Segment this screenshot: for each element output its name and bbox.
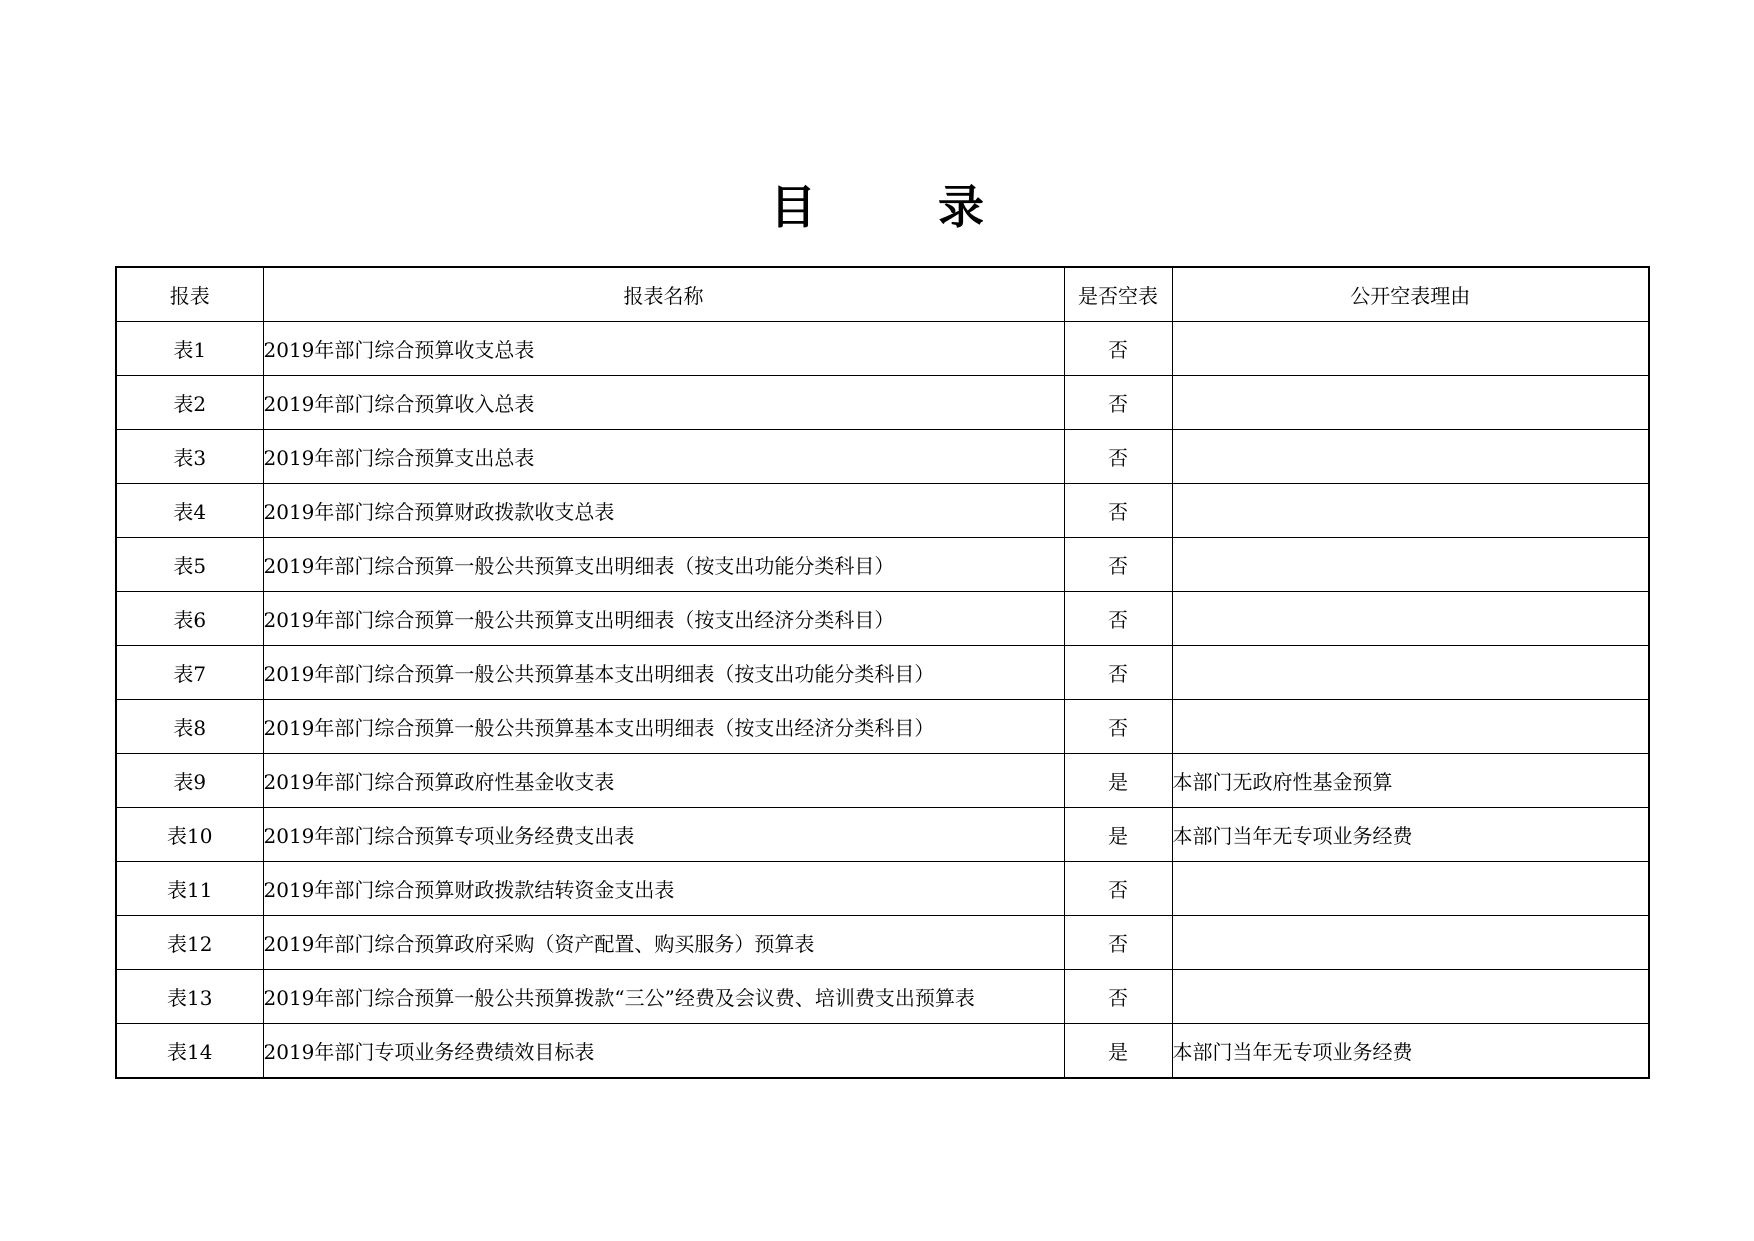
cell-is-empty: 否 — [1064, 592, 1172, 646]
header-code: 报表 — [116, 267, 263, 322]
cell-name: 2019年部门综合预算政府性基金收支表 — [263, 754, 1064, 808]
cell-reason — [1172, 484, 1649, 538]
cell-code: 表11 — [116, 862, 263, 916]
cell-is-empty: 否 — [1064, 862, 1172, 916]
cell-name: 2019年部门综合预算财政拨款收支总表 — [263, 484, 1064, 538]
cell-is-empty: 否 — [1064, 916, 1172, 970]
cell-name: 2019年部门专项业务经费绩效目标表 — [263, 1024, 1064, 1079]
cell-name: 2019年部门综合预算一般公共预算拨款“三公”经费及会议费、培训费支出预算表 — [263, 970, 1064, 1024]
cell-reason — [1172, 862, 1649, 916]
table-row — [116, 322, 1649, 376]
table-row — [116, 754, 1649, 808]
table-row — [116, 862, 1649, 916]
cell-code: 表8 — [116, 700, 263, 754]
cell-name: 2019年部门综合预算支出总表 — [263, 430, 1064, 484]
cell-name: 2019年部门综合预算一般公共预算支出明细表（按支出经济分类科目） — [263, 592, 1064, 646]
table-row — [116, 430, 1649, 484]
cell-reason: 本部门当年无专项业务经费 — [1172, 1024, 1649, 1079]
cell-name: 2019年部门综合预算收入总表 — [263, 376, 1064, 430]
cell-is-empty: 否 — [1064, 376, 1172, 430]
cell-reason — [1172, 538, 1649, 592]
cell-code: 表3 — [116, 430, 263, 484]
cell-is-empty: 否 — [1064, 484, 1172, 538]
table-row — [116, 916, 1649, 970]
cell-code: 表2 — [116, 376, 263, 430]
cell-name: 2019年部门综合预算一般公共预算基本支出明细表（按支出经济分类科目） — [263, 700, 1064, 754]
cell-code: 表10 — [116, 808, 263, 862]
cell-code: 表4 — [116, 484, 263, 538]
table-row — [116, 700, 1649, 754]
cell-name: 2019年部门综合预算一般公共预算支出明细表（按支出功能分类科目） — [263, 538, 1064, 592]
cell-is-empty: 否 — [1064, 646, 1172, 700]
cell-is-empty: 否 — [1064, 700, 1172, 754]
cell-code: 表7 — [116, 646, 263, 700]
cell-is-empty: 否 — [1064, 430, 1172, 484]
header-name: 报表名称 — [263, 267, 1064, 322]
cell-is-empty: 是 — [1064, 808, 1172, 862]
cell-name: 2019年部门综合预算政府采购（资产配置、购买服务）预算表 — [263, 916, 1064, 970]
table-row — [116, 538, 1649, 592]
cell-reason — [1172, 916, 1649, 970]
page-title: 目 录 — [770, 180, 1022, 234]
header-is-empty: 是否空表 — [1064, 267, 1172, 322]
table-row — [116, 808, 1649, 862]
cell-name: 2019年部门综合预算专项业务经费支出表 — [263, 808, 1064, 862]
cell-reason — [1172, 592, 1649, 646]
table-row — [116, 646, 1649, 700]
table-row — [116, 484, 1649, 538]
cell-code: 表1 — [116, 322, 263, 376]
toc-table — [115, 266, 1650, 1079]
cell-is-empty: 否 — [1064, 970, 1172, 1024]
header-reason: 公开空表理由 — [1172, 267, 1649, 322]
cell-reason — [1172, 322, 1649, 376]
table-row — [116, 376, 1649, 430]
table-row — [116, 970, 1649, 1024]
cell-code: 表14 — [116, 1024, 263, 1079]
cell-code: 表9 — [116, 754, 263, 808]
table-row — [116, 1024, 1649, 1079]
cell-code: 表13 — [116, 970, 263, 1024]
cell-reason: 本部门无政府性基金预算 — [1172, 754, 1649, 808]
table-row — [116, 592, 1649, 646]
cell-is-empty: 否 — [1064, 322, 1172, 376]
table-header — [116, 267, 1649, 322]
header-row — [116, 267, 1649, 322]
cell-reason — [1172, 646, 1649, 700]
cell-is-empty: 否 — [1064, 538, 1172, 592]
cell-code: 表12 — [116, 916, 263, 970]
table-body — [116, 322, 1649, 1079]
cell-name: 2019年部门综合预算一般公共预算基本支出明细表（按支出功能分类科目） — [263, 646, 1064, 700]
cell-reason — [1172, 700, 1649, 754]
cell-reason — [1172, 970, 1649, 1024]
cell-name: 2019年部门综合预算收支总表 — [263, 322, 1064, 376]
cell-is-empty: 是 — [1064, 754, 1172, 808]
cell-reason — [1172, 376, 1649, 430]
cell-code: 表5 — [116, 538, 263, 592]
cell-reason: 本部门当年无专项业务经费 — [1172, 808, 1649, 862]
cell-code: 表6 — [116, 592, 263, 646]
cell-reason — [1172, 430, 1649, 484]
cell-is-empty: 是 — [1064, 1024, 1172, 1079]
cell-name: 2019年部门综合预算财政拨款结转资金支出表 — [263, 862, 1064, 916]
